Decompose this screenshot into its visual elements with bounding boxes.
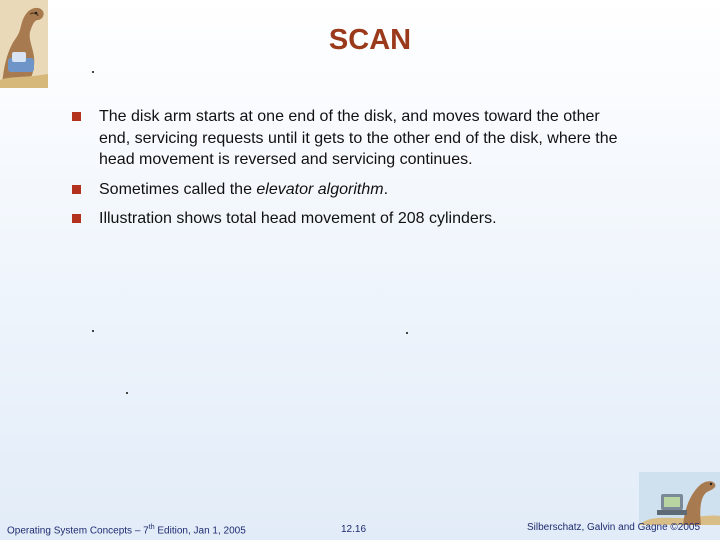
square-bullet-icon <box>72 185 81 194</box>
footer-book-suffix: Edition, Jan 1, 2005 <box>154 525 246 537</box>
square-bullet-icon <box>72 214 81 223</box>
dinosaur-computer-icon <box>639 472 720 525</box>
footer-book-superscript: th <box>148 524 155 531</box>
page-number: 12.16 <box>341 524 367 535</box>
bullet-text-lead: Sometimes called the <box>99 180 257 198</box>
bullet-list <box>72 106 632 238</box>
bullet-item <box>72 106 632 171</box>
bullet-text-tail: . <box>383 180 389 198</box>
bullet-text: Illustration shows total head movement of 208 cylinders. <box>99 210 497 227</box>
bullet-item <box>72 179 632 201</box>
stray-dot <box>406 332 408 334</box>
stray-dot <box>126 392 128 394</box>
bullet-text <box>99 181 388 198</box>
dinosaur-logo-icon <box>0 0 48 88</box>
slide-title: SCAN <box>328 24 412 56</box>
bullet-emphasis: elevator algorithm <box>256 180 384 198</box>
footer-copyright: Silberschatz, Galvin and Gagne ©2005 <box>527 522 701 533</box>
bullet-text: The disk arm starts at one end of the disk, and moves toward the other end, servicing requests until it gets to the other end of the disk, where the head movement is reversed and servicing continues. <box>99 108 618 168</box>
footer-book-prefix: Operating System Concepts – 7 <box>7 525 149 537</box>
bullet-item <box>72 208 632 230</box>
stray-dot <box>92 71 94 73</box>
stray-dot <box>92 330 94 332</box>
footer-book-title <box>7 524 246 536</box>
square-bullet-icon <box>72 112 81 121</box>
